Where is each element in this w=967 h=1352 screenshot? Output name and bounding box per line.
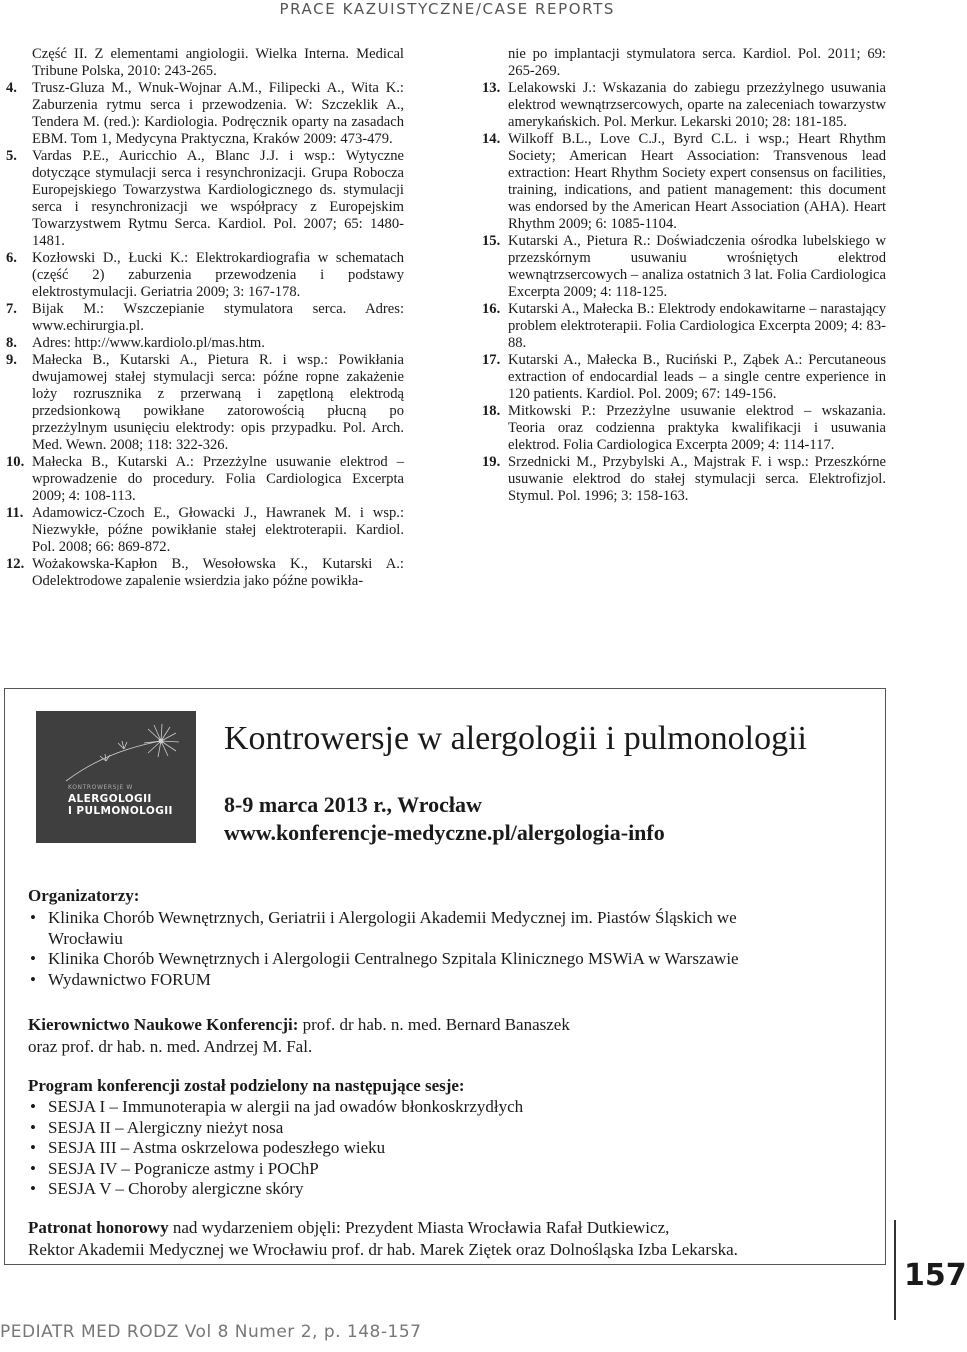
patronage-label: Patronat honorowy	[28, 1218, 169, 1237]
reference-text: Małecka B., Kutarski A., Pietura R. i wsp.: Powikłania dwujamowej stałej stymulacji serca: późne ropne zakażenie loży rozrusznika z przerwaną i zapętloną elektrodą przedsionkową powikłane zatorowością płucną po przezżylnym usunięciu elektrody: opis przypadku. Pol. Arch. Med. Wewn. 2008; 118: 322-326.	[32, 352, 404, 453]
list-item: • Wydawnictwo FORUM	[28, 970, 788, 991]
reference-number: 12.	[6, 556, 25, 572]
list-item: • SESJA III – Astma oskrzelowa podeszłego wieku	[28, 1138, 788, 1159]
logo-small-text: KONTROWERSJE W	[68, 784, 133, 791]
reference-number: 9.	[6, 352, 17, 368]
reference-item	[482, 352, 886, 403]
reference-number: 19.	[482, 454, 501, 470]
reference-text: Mitkowski P.: Przezżylne usuwanie elektrod – wskazania. Teoria oraz codzienna praktyka kwalifikacji i usuwania elektrod. Folia Cardiologica Excerpta 2009; 4: 114-117.	[508, 403, 886, 453]
patronage	[28, 1217, 738, 1261]
reference-item	[6, 335, 404, 352]
reference-text: Adres: http://www.kardiolo.pl/mas.htm.	[32, 335, 265, 351]
scientific-direction	[28, 1014, 570, 1058]
conference-title: Kontrowersje w alergologii i pulmonologii	[224, 720, 807, 757]
logo-line-1: ALERGOLOGII	[68, 793, 152, 805]
page-number: 157	[904, 1258, 967, 1293]
reference-text: Vardas P.E., Auricchio A., Blanc J.J. i wsp.: Wytyczne dotyczące stymulacji serca i resynchronizacji. Grupa Robocza Europejskiego Towarzystwa Kardiologicznego ds. stymulacji serca i resynchronizacji we współpracy z Europejskim Towarzystwem Rytmu Serca. Kardiol. Pol. 2007; 65: 1480-1481.	[32, 148, 404, 249]
list-item: • SESJA V – Choroby alergiczne skóry	[28, 1179, 788, 1200]
reference-text: Bijak M.: Wszczepianie stymulatora serca. Adres: www.echirurgia.pl.	[32, 301, 404, 334]
logo-text	[68, 793, 173, 817]
reference-item	[6, 80, 404, 148]
reference-text: Małecka B., Kutarski A.: Przezżylne usuwanie elektrod – wprowadzenie do procedury. Folia Cardiologica Excerpta 2009; 4: 108-113.	[32, 454, 404, 504]
patronage-text: nad wydarzeniem objęli: Prezydent Miasta Wrocławia Rafał Dutkiewicz,	[168, 1218, 670, 1237]
program-label: Program konferencji został podzielony na następujące sesje:	[28, 1076, 465, 1095]
conference-website[interactable]: www.konferencje-medyczne.pl/alergologia-info	[224, 820, 665, 845]
references-right-column	[482, 46, 886, 505]
reference-number: 4.	[6, 80, 17, 96]
reference-text: Wożakowska-Kapłon B., Wesołowska K., Kutarski A.: Odelektrodowe zapalenie wsierdzia jako późne powikła-	[32, 556, 404, 589]
reference-item	[482, 301, 886, 352]
reference-item	[6, 454, 404, 505]
reference-text: Część II. Z elementami angiologii. Wielka Interna. Medical Tribune Polska, 2010: 243-265.	[32, 46, 404, 79]
reference-text: Trusz-Gluza M., Wnuk-Wojnar A.M., Filipecki A., Wita K.: Zaburzenia rytmu serca i przewodzenia. W: Szczeklik A., Tendera M. (red.): Kardiologia. Podręcznik oparty na zasadach EBM. Tom 1, Medycyna Praktyczna, Kraków 2009: 473-479.	[32, 80, 404, 147]
reference-text: Kutarski A., Małecka B., Ruciński P., Ząbek A.: Percutaneous extraction of endocardial leads – a single centre experience in 120 patients. Kardiol. Pol. 2009; 67: 149-156.	[508, 352, 886, 402]
conference-date: 8-9 marca 2013 r., Wrocław	[224, 792, 482, 817]
reference-item	[6, 46, 404, 80]
program-heading	[28, 1075, 465, 1097]
reference-number: 7.	[6, 301, 17, 317]
list-item: • SESJA IV – Pogranicze astmy i POChP	[28, 1159, 788, 1180]
reference-item	[482, 233, 886, 301]
reference-text: Srzednicki M., Przybylski A., Majstrak F. i wsp.: Przeszkórne usuwanie elektrod do stałej stymulacji serca. Elektrofizjol. Stymul. Pol. 1996; 3: 158-163.	[508, 454, 886, 504]
page-number-divider	[894, 1220, 896, 1320]
running-header: PRACE KAZUISTYCZNE/CASE REPORTS	[279, 0, 615, 18]
reference-number: 16.	[482, 301, 501, 317]
reference-number: 6.	[6, 250, 17, 266]
patronage-text-2: Rektor Akademii Medycznej we Wrocławiu prof. dr hab. Marek Ziętek oraz Dolnośląska Izba Lekarska.	[28, 1240, 738, 1259]
list-item: • SESJA I – Immunoterapia w alergii na jad owadów błonkoskrzydłych	[28, 1097, 788, 1118]
organizers-list	[28, 908, 788, 990]
reference-item	[6, 148, 404, 250]
reference-number: 11.	[6, 505, 24, 521]
reference-item	[482, 403, 886, 454]
direction-label: Kierownictwo Naukowe Konferencji:	[28, 1015, 299, 1034]
list-item: • Klinika Chorób Wewnętrznych, Geriatrii i Alergologii Akademii Medycznej im. Piastów Śląskich we Wrocławiu	[28, 908, 788, 949]
logo-line-2: I PULMONOLOGII	[68, 805, 173, 817]
reference-number: 5.	[6, 148, 17, 164]
reference-item	[482, 454, 886, 505]
reference-text: Wilkoff B.L., Love C.J., Byrd C.L. i wsp.; Heart Rhythm Society; American Heart Association: Transvenous lead extraction: Heart Rhythm Society expert consensus on facilities, training, indications, and patient management: this document was endorsed by the American Heart Association (AHA). Heart Rhythm 2009; 6: 1085-1104.	[508, 131, 886, 232]
organizers-label: Organizatorzy:	[28, 886, 140, 905]
reference-item	[482, 80, 886, 131]
reference-number: 17.	[482, 352, 501, 368]
direction-text: prof. dr hab. n. med. Bernard Banaszek	[298, 1015, 570, 1034]
reference-number: 14.	[482, 131, 501, 147]
reference-number: 10.	[6, 454, 25, 470]
organizers-heading	[28, 885, 139, 907]
list-item: • SESJA II – Alergiczny nieżyt nosa	[28, 1118, 788, 1139]
reference-text: Kozłowski D., Łucki K.: Elektrokardiografia w schematach (część 2) zaburzenia przewodzenia i podstawy elektrostymulacji. Geriatria 2009; 3: 167-178.	[32, 250, 404, 300]
references-left-column	[6, 46, 404, 590]
dandelion-icon	[36, 711, 196, 843]
conference-logo	[36, 711, 196, 843]
reference-number: 8.	[6, 335, 17, 351]
reference-text: Adamowicz-Czoch E., Głowacki J., Hawranek M. i wsp.: Niezwykłe, późne powikłanie stałej elektroterapii. Kardiol. Pol. 2008; 66: 869-872.	[32, 505, 404, 555]
reference-text: Kutarski A., Małecka B.: Elektrody endokawitarne – narastający problem elektroterapii. Folia Cardiologica Excerpta 2009; 4: 83-88.	[508, 301, 886, 351]
reference-number: 15.	[482, 233, 501, 249]
reference-item	[6, 301, 404, 335]
reference-number: 18.	[482, 403, 501, 419]
reference-text: Kutarski A., Pietura R.: Doświadczenia ośrodka lubelskiego w przezskórnym usuwaniu wrośniętych elektrod wewnątrzsercowych – analiza ostatnich 3 lat. Folia Cardiologica Excerpta 2009; 4: 118-125.	[508, 233, 886, 300]
direction-text-2: oraz prof. dr hab. n. med. Andrzej M. Fal.	[28, 1037, 313, 1056]
reference-item	[482, 46, 886, 80]
list-item: • Klinika Chorób Wewnętrznych i Alergologii Centralnego Szpitala Klinicznego MSWiA w Warszawie	[28, 949, 788, 970]
reference-item	[6, 352, 404, 454]
reference-item	[6, 556, 404, 590]
sessions-list	[28, 1097, 788, 1200]
reference-item	[482, 131, 886, 233]
reference-item	[6, 250, 404, 301]
journal-footer: PEDIATR MED RODZ Vol 8 Numer 2, p. 148-157	[0, 1322, 422, 1342]
reference-number: 13.	[482, 80, 501, 96]
reference-item	[6, 505, 404, 556]
reference-text: nie po implantacji stymulatora serca. Kardiol. Pol. 2011; 69: 265-269.	[508, 46, 886, 79]
reference-text: Lelakowski J.: Wskazania do zabiegu przezżylnego usuwania elektrod wewnątrzsercowych, oparte na zaleceniach towarzystw amerykańskich. Pol. Merkur. Lekarski 2010; 28: 181-185.	[508, 80, 886, 130]
